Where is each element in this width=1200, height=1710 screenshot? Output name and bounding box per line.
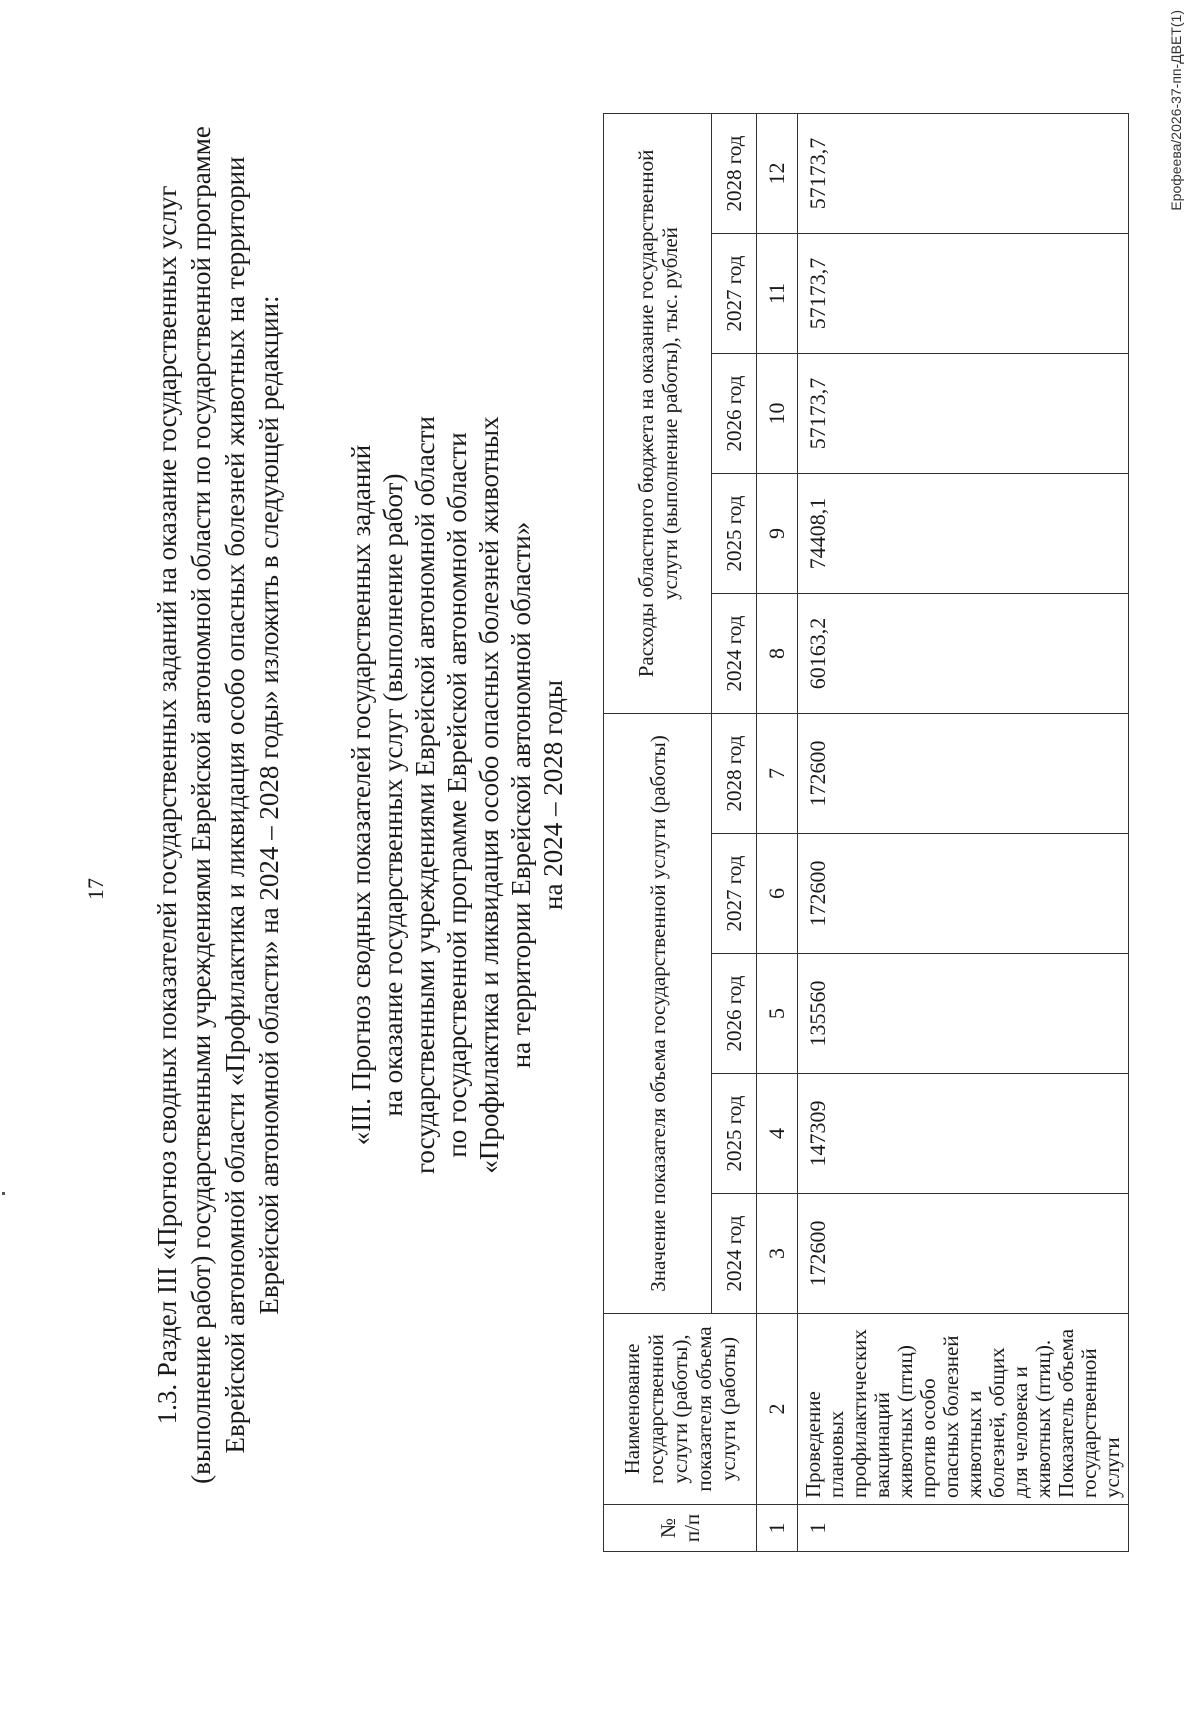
index-cell: 6 xyxy=(757,834,798,954)
year-header: 2025 год xyxy=(712,473,757,593)
heading-line: «III. Прогноз сводных показателей государственных заданий xyxy=(346,444,376,1146)
expense-2025: 74408,1 xyxy=(798,473,1129,593)
index-cell: 9 xyxy=(757,473,798,593)
expense-2024: 60163,2 xyxy=(798,593,1129,713)
heading-line: «Профилактика и ликвидация особо опасных болезней животных xyxy=(474,416,504,1174)
column-index-row xyxy=(757,113,798,1551)
heading-line: на оказание государственных услуг (выполнение работ) xyxy=(378,473,408,1117)
index-cell: 7 xyxy=(757,713,798,833)
index-cell: 10 xyxy=(757,353,798,473)
header-expenses-group: Расходы областного бюджета на оказание государственной услуги (выполнение работы), тыс. рублей xyxy=(604,113,712,713)
forecast-table xyxy=(603,113,1129,1552)
heading-line: государственными учреждениями Еврейской автономной области xyxy=(410,416,440,1174)
row-number: 1 xyxy=(798,1505,1129,1552)
year-header: 2026 год xyxy=(712,954,757,1074)
table-row xyxy=(798,113,1129,1551)
index-cell: 5 xyxy=(757,954,798,1074)
index-cell: 4 xyxy=(757,1074,798,1194)
expense-2028: 57173,7 xyxy=(798,113,1129,233)
expense-2027: 57173,7 xyxy=(798,233,1129,353)
heading-line: на территории Еврейской автономной области» xyxy=(506,521,536,1069)
volume-2026: 135560 xyxy=(798,954,1129,1074)
index-cell: 1 xyxy=(757,1505,798,1552)
index-cell: 3 xyxy=(757,1194,798,1314)
index-cell: 8 xyxy=(757,593,798,713)
year-header: 2027 год xyxy=(712,834,757,954)
volume-2025: 147309 xyxy=(798,1074,1129,1194)
section-heading xyxy=(345,415,569,1175)
index-cell: 12 xyxy=(757,113,798,233)
scan-speck xyxy=(2,1192,5,1195)
volume-2027: 172600 xyxy=(798,834,1129,954)
year-header: 2025 год xyxy=(712,1074,757,1194)
intro-line: (выполнение работ) государственными учреждениями Еврейской автономной области по государственной программе xyxy=(186,126,216,1484)
year-header: 2028 год xyxy=(712,713,757,833)
volume-2028: 172600 xyxy=(798,713,1129,833)
index-cell: 2 xyxy=(757,1314,798,1505)
index-cell: 11 xyxy=(757,233,798,353)
year-header: 2024 год xyxy=(712,593,757,713)
intro-paragraph xyxy=(150,110,286,1500)
intro-line: 1.3. Раздел III «Прогноз сводных показателей государственных заданий на оказание государственных услуг xyxy=(152,185,182,1425)
expense-2026: 57173,7 xyxy=(798,353,1129,473)
header-number: № п/п xyxy=(604,1505,757,1552)
year-header: 2027 год xyxy=(712,233,757,353)
header-volume-group: Значение показателя объема государственной услуги (работы) xyxy=(604,713,712,1313)
volume-2024: 172600 xyxy=(798,1194,1129,1314)
header-name: Наименование государственной услуги (работы), показателя объема услуги (работы) xyxy=(604,1314,757,1505)
service-name: Проведение плановых профилактических вакцинаций животных (птиц) против особо опасных болезней животных и болезней, общих для человека и животных (птиц). Показатель объема государственной услуги xyxy=(798,1314,1129,1505)
footer-stamp: Ерофеева/2026-37-пп-ДВЕТ(1) xyxy=(1168,10,1184,211)
intro-line: Еврейской автономной области» на 2024 – 2028 годы» изложить в следующей редакции: xyxy=(254,295,284,1315)
intro-line: Еврейской автономной области «Профилактика и ликвидация особо опасных болезней животных на территории xyxy=(220,156,250,1454)
year-header: 2026 год xyxy=(712,353,757,473)
heading-line: по государственной программе Еврейской автономной области xyxy=(442,432,472,1158)
heading-line: на 2024 – 2028 годы xyxy=(538,680,568,910)
page-number: 17 xyxy=(83,878,108,900)
year-header: 2024 год xyxy=(712,1194,757,1314)
year-header: 2028 год xyxy=(712,113,757,233)
